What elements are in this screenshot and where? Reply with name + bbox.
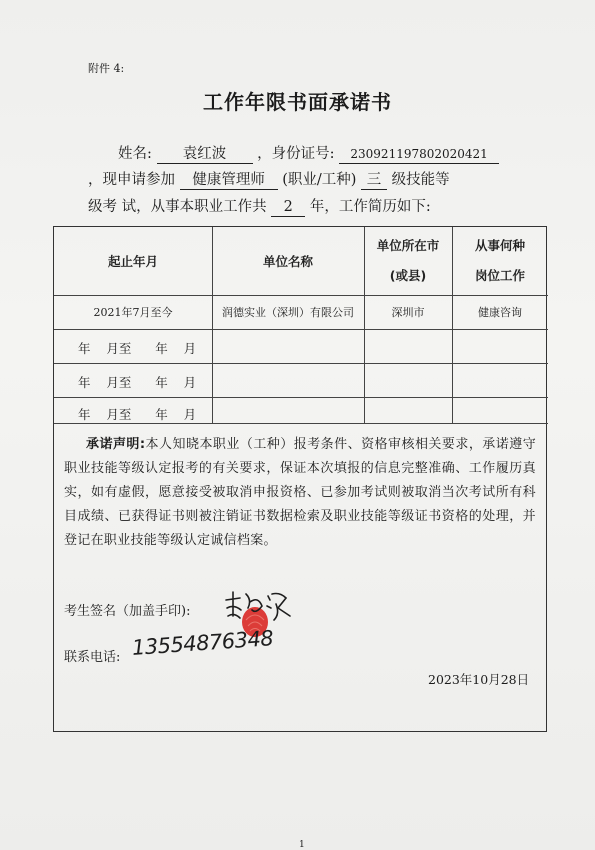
row1-location: 深圳市 <box>391 306 425 319</box>
years-line <box>88 195 431 217</box>
phone-number: 13554876348 <box>131 626 274 660</box>
apply-prefix: ，现申请参加 <box>88 172 175 188</box>
row2-period: 年 月至 年 月 <box>78 341 197 356</box>
name-id-line <box>118 142 499 164</box>
id-number-value: 230921197802020421 <box>339 146 499 164</box>
header-position <box>452 227 548 295</box>
header-position-line1: 从事何种 <box>474 238 525 253</box>
occupation-value: 健康管理师 <box>180 172 278 190</box>
table-divider <box>54 329 548 330</box>
name-value: 袁红波 <box>157 146 253 164</box>
header-period: 起止年月 <box>107 254 158 269</box>
declaration-paragraph <box>64 433 536 553</box>
level-suffix: 级技能等 <box>391 172 450 188</box>
declaration-text: 本人知晓本职业（工种）报考条件、资格审核相关要求，承诺遵守职业技能等级认定报考的有关要求，保证本次填报的信息完整准确、工作履历真实，如有虚假，愿意接受被取消申报资格、已参加考试则被取消当次考试所有科目成绩、已获得证书则被注销证书数据检索及职业技能等级证书资格的处理，并登记在职业技能等级认定诚信档案。 <box>64 437 537 548</box>
signing-date: 2023年10月28日 <box>428 672 530 687</box>
document-title: 工作年限书面承诺书 <box>203 90 392 114</box>
declaration-heading: 承诺声明: <box>86 437 146 452</box>
row3-period: 年 月至 年 月 <box>78 375 197 390</box>
header-location-line1: 单位所在市 <box>376 238 440 253</box>
header-employer: 单位名称 <box>262 254 313 269</box>
header-position-line2: 岗位工作 <box>474 268 525 283</box>
row1-employer: 润德实业（深圳）有限公司 <box>222 306 354 319</box>
row1-period: 2021年7月至今 <box>93 306 173 319</box>
name-label: 姓名: <box>118 146 152 162</box>
header-location <box>364 227 452 295</box>
table-divider <box>54 363 548 364</box>
occupation-line <box>88 168 450 190</box>
table-divider <box>54 423 548 424</box>
years-prefix: 级考 试，从事本职业工作共 <box>88 199 267 215</box>
occupation-suffix: (职业/工种) <box>282 172 357 188</box>
page-number: 1 <box>299 840 305 850</box>
years-suffix: 年，工作简历如下: <box>309 199 431 215</box>
phone-label: 联系电话: <box>64 650 121 665</box>
table-divider <box>54 397 548 398</box>
id-label: ，身份证号: <box>257 146 335 162</box>
row4-period: 年 月至 年 月 <box>78 407 197 422</box>
signature-label: 考生签名（加盖手印): <box>64 604 191 619</box>
level-value: 三 <box>361 172 387 190</box>
row1-position: 健康咨询 <box>478 306 522 319</box>
years-value: 2 <box>271 199 305 217</box>
attachment-label: 附件 4: <box>88 62 125 75</box>
header-location-line2: (或县) <box>389 268 427 283</box>
